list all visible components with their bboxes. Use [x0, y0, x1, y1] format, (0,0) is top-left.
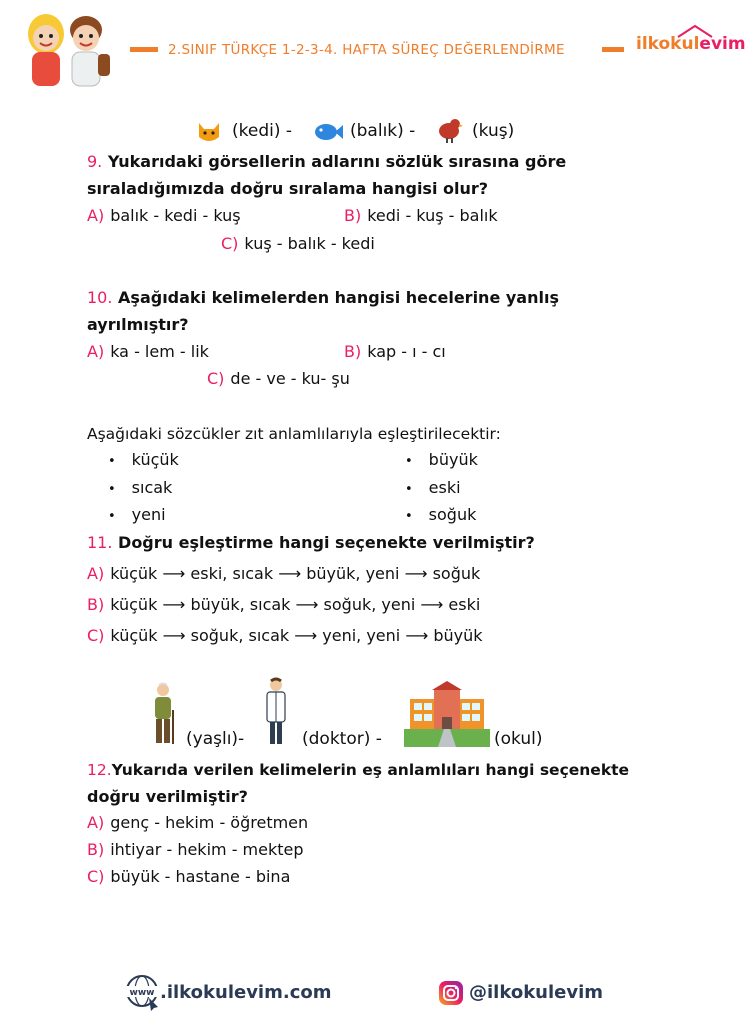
q10-option-c: [207, 368, 350, 390]
kids-illustration: [14, 4, 118, 88]
option-text: kedi - kuş - balık: [367, 206, 498, 225]
q11-text: [87, 532, 535, 554]
q11-stem: Doğru eşleştirme hangi seçenekte verilmiştir?: [118, 533, 535, 552]
doctor-word: (doktor) -: [302, 729, 382, 749]
bird-icon: [436, 117, 462, 143]
school-icon: [404, 681, 490, 747]
q12-stem-2: doğru verilmiştir?: [87, 787, 248, 806]
q9-number: 9.: [87, 152, 103, 171]
q12-option-c: [87, 866, 290, 888]
q9-text-line1: [87, 151, 566, 173]
cat-word: (kedi) -: [232, 121, 293, 141]
option-label: C): [87, 626, 105, 645]
option-text: genç - hekim - öğretmen: [110, 813, 309, 832]
q11-number: 11.: [87, 533, 113, 552]
social-handle[interactable]: @ilkokulevim: [469, 982, 604, 1003]
old-man-word: (yaşlı)-: [186, 729, 245, 749]
q9-option-a: [87, 205, 241, 227]
left-word-2: • sıcak: [108, 478, 172, 497]
q11-option-a: [87, 563, 480, 585]
right-word-1: • büyük: [405, 450, 478, 469]
school-word: (okul): [494, 729, 543, 749]
q12-option-a: [87, 812, 308, 834]
option-text: küçük ⟶ büyük, sıcak ⟶ soğuk, yeni ⟶ eski: [110, 595, 481, 614]
logo-part2: evim: [699, 34, 746, 54]
option-label: A): [87, 564, 105, 583]
left-word-3: • yeni: [108, 505, 166, 524]
option-label: A): [87, 206, 105, 225]
q12-option-b: [87, 839, 304, 861]
page-title: 2.SINIF TÜRKÇE 1-2-3-4. HAFTA SÜREÇ DEĞERLENDİRME: [168, 42, 565, 58]
option-text: ka - lem - lik: [110, 342, 209, 361]
option-label: C): [221, 234, 239, 253]
option-label: C): [207, 369, 225, 388]
header-bar-right: [602, 47, 624, 52]
option-label: B): [344, 342, 362, 361]
q10-stem-1: Aşağıdaki kelimelerden hangisi hecelerine yanlış: [118, 288, 559, 307]
q10-option-b: [344, 341, 446, 363]
q11-intro: Aşağıdaki sözcükler zıt anlamlılarıyla eşleştirilecektir:: [87, 425, 501, 443]
option-text: küçük ⟶ eski, sıcak ⟶ büyük, yeni ⟶ soğuk: [110, 564, 481, 583]
q12-stem-1: Yukarıda verilen kelimelerin eş anlamlıları hangi seçenekte: [111, 761, 630, 779]
option-text: balık - kedi - kuş: [110, 206, 241, 225]
option-label: B): [87, 840, 105, 859]
fish-word: (balık) -: [350, 121, 416, 141]
option-text: küçük ⟶ soğuk, sıcak ⟶ yeni, yeni ⟶ büyük: [110, 626, 483, 645]
q10-number: 10.: [87, 288, 113, 307]
q11-option-b: [87, 594, 480, 616]
cat-icon: [196, 119, 222, 143]
logo-part1: ilkokul: [636, 34, 700, 54]
option-text: kuş - balık - kedi: [244, 234, 375, 253]
website-icon-label: www: [129, 988, 155, 998]
old-man-icon: [150, 682, 176, 746]
right-word-2: • eski: [405, 478, 461, 497]
q11-option-c: [87, 625, 483, 647]
q10-text-line1: [87, 287, 559, 309]
doctor-icon: [264, 678, 288, 746]
option-text: kap - ı - cı: [367, 342, 446, 361]
q9-stem-2: sıraladığımızda doğru sıralama hangisi olur?: [87, 179, 489, 198]
fish-icon: [313, 121, 343, 143]
option-label: A): [87, 813, 105, 832]
instagram-icon: [438, 980, 464, 1006]
q12-text-line1: [87, 759, 629, 781]
q10-option-a: [87, 341, 209, 363]
option-text: ihtiyar - hekim - mektep: [110, 840, 304, 859]
left-word-1: • küçük: [108, 450, 179, 469]
option-text: de - ve - ku- şu: [230, 369, 350, 388]
option-label: A): [87, 342, 105, 361]
option-text: büyük - hastane - bina: [110, 867, 291, 886]
q10-stem-2: ayrılmıştır?: [87, 315, 189, 334]
bird-word: (kuş): [472, 121, 515, 141]
option-label: C): [87, 867, 105, 886]
house-roof-icon: [676, 24, 714, 38]
right-word-3: • soğuk: [405, 505, 476, 524]
website-link[interactable]: .ilkokulevim.com: [160, 982, 332, 1003]
website-icon: [124, 974, 162, 1012]
q9-option-c: [221, 233, 375, 255]
header-bar-left: [130, 47, 158, 52]
q9-stem-1: Yukarıdaki görsellerin adlarını sözlük sırasına göre: [107, 152, 567, 171]
option-label: B): [87, 595, 105, 614]
option-label: B): [344, 206, 362, 225]
q9-option-b: [344, 205, 498, 227]
q12-number: 12.: [87, 761, 112, 779]
